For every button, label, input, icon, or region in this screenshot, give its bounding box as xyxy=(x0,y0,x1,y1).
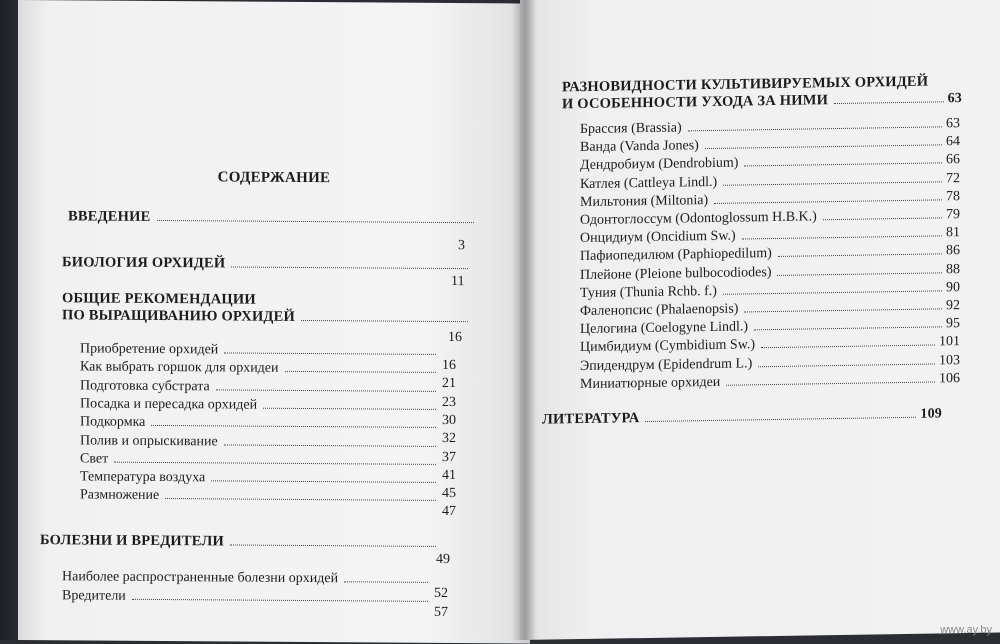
page-number: 37 xyxy=(442,449,456,465)
section-diseases-page: 49 xyxy=(436,551,450,568)
toc-entry xyxy=(80,450,440,470)
section-recommendations-page: 16 xyxy=(448,330,462,346)
toc-title: СОДЕРЖАНИЕ xyxy=(217,169,331,187)
leader-dots xyxy=(723,290,942,294)
entry-title: Дендробиум (Dendrobium) xyxy=(580,155,739,174)
page-number: 86 xyxy=(946,243,960,259)
toc-entry xyxy=(80,359,440,379)
section-recommendations xyxy=(62,290,472,327)
entry-title: Размножение xyxy=(80,487,160,504)
toc-entry xyxy=(80,414,440,434)
page-number: 57 xyxy=(434,604,448,621)
entry-title: Наиболее распространенные болезни орхидей xyxy=(62,569,339,587)
section-title-line-1: ОБЩИЕ РЕКОМЕНДАЦИИ xyxy=(62,290,256,308)
watermark: www.ay.by xyxy=(940,624,992,636)
page-number: 103 xyxy=(939,352,960,369)
toc-entry xyxy=(80,395,440,415)
leader-dots xyxy=(114,461,436,464)
page-number: 106 xyxy=(939,370,960,387)
toc-entry xyxy=(80,340,440,360)
page-number: 79 xyxy=(946,207,960,223)
toc-entry xyxy=(62,587,432,607)
entry-title: Фаленопсис (Phalaenopsis) xyxy=(580,301,739,320)
entry-title: Туния (Thunia Rchb. f.) xyxy=(580,283,717,301)
book-spine xyxy=(512,0,536,640)
page-number: 16 xyxy=(442,357,456,374)
leader-dots xyxy=(285,371,436,373)
leader-dots xyxy=(714,199,942,204)
section-diseases xyxy=(40,532,440,552)
entry-title: Посадка и пересадка орхидей xyxy=(80,396,258,413)
page-number: 101 xyxy=(939,334,960,350)
entry-title: Пафиопедилюм (Paphiopedilum) xyxy=(580,246,772,265)
toc-entry xyxy=(80,377,440,397)
entry-title: Онцидиум (Oncidium Sw.) xyxy=(580,228,736,247)
section-literature xyxy=(542,405,942,428)
leader-dots xyxy=(231,266,468,269)
leader-dots xyxy=(165,498,436,501)
page-number: 63 xyxy=(946,116,960,132)
toc-entry xyxy=(62,568,432,588)
entry-title: Миниатюрные орхидеи xyxy=(580,374,721,392)
right-page xyxy=(520,0,1000,640)
leader-dots xyxy=(344,581,428,583)
entry-title: Плейоне (Pleione bulbocodiodes) xyxy=(580,264,772,283)
page-number: 81 xyxy=(946,225,960,241)
page-number: 32 xyxy=(442,431,456,447)
leader-dots xyxy=(744,308,942,312)
section-biology xyxy=(62,254,472,274)
leader-dots xyxy=(224,444,436,446)
entry-title: Приобретение орхидей xyxy=(80,341,219,358)
leader-dots xyxy=(761,345,935,349)
section-varieties xyxy=(562,73,962,113)
section-intro xyxy=(68,208,478,228)
section-title-line-1: РАЗНОВИДНОСТИ КУЛЬТИВИРУЕМЫХ ОРХИДЕЙ xyxy=(562,73,929,96)
leader-dots xyxy=(151,425,436,428)
leader-dots xyxy=(688,126,942,131)
section-title: ЛИТЕРАТУРА xyxy=(542,410,640,428)
page-number: 63 xyxy=(947,91,962,107)
entry-title: Мильтония (Miltonia) xyxy=(580,192,709,210)
leader-dots xyxy=(726,381,935,385)
page-number: 90 xyxy=(946,279,960,296)
leader-dots xyxy=(211,480,436,483)
page-number: 21 xyxy=(442,376,456,392)
toc-entry xyxy=(80,432,440,452)
page-number: 64 xyxy=(946,134,960,150)
entry-title: Ванда (Vanda Jones) xyxy=(580,138,699,156)
leader-dots xyxy=(705,145,942,150)
entry-title: Подкормка xyxy=(80,414,146,431)
page-number: 52 xyxy=(434,585,448,602)
leader-dots xyxy=(723,181,942,185)
section-title: ВВЕДЕНИЕ xyxy=(68,208,151,225)
entry-title: Вредители xyxy=(62,588,126,604)
leader-dots xyxy=(742,236,942,240)
entry-title: Цимбидиум (Cymbidium Sw.) xyxy=(580,337,756,356)
section-title-line-2: И ОСОБЕННОСТИ УХОДА ЗА НИМИ xyxy=(562,92,829,113)
leader-dots xyxy=(263,408,436,410)
leader-dots xyxy=(758,363,935,367)
leader-dots xyxy=(834,101,943,104)
section-title: БИОЛОГИЯ ОРХИДЕЙ xyxy=(62,254,226,272)
page-number: 30 xyxy=(442,412,456,428)
leader-dots xyxy=(216,389,436,392)
page-number: 66 xyxy=(946,152,960,168)
leader-dots xyxy=(645,417,916,422)
entry-title: Эпидендрум (Epidendrum L.) xyxy=(580,355,753,374)
page-number: 78 xyxy=(946,188,960,205)
entry-title: Подготовка субстрата xyxy=(80,378,210,394)
entry-title: Температура воздуха xyxy=(80,469,206,486)
leader-dots xyxy=(777,272,942,276)
section-intro-page: 3 xyxy=(458,238,465,254)
entry-title: Свет xyxy=(80,451,109,467)
entry-title: Катлея (Cattleya Lindl.) xyxy=(580,174,718,192)
entry-title: Полив и опрыскивание xyxy=(80,432,218,449)
leader-dots xyxy=(132,599,428,602)
leader-dots xyxy=(754,327,942,331)
page-number: 47 xyxy=(442,504,456,520)
page-number: 72 xyxy=(946,170,960,186)
leader-dots xyxy=(224,352,436,354)
entry-title: Как выбрать горшок для орхидеи xyxy=(80,359,279,377)
entry-title: Одонтоглоссум (Odontoglossum H.B.K.) xyxy=(580,209,817,229)
page-number: 23 xyxy=(442,394,456,410)
leader-dots xyxy=(230,544,436,546)
section-title-line-2: ПО ВЫРАЩИВАНИЮ ОРХИДЕЙ xyxy=(62,307,295,325)
section-biology-page: 11 xyxy=(451,274,465,290)
page-number: 41 xyxy=(442,467,456,483)
leader-dots xyxy=(778,254,942,258)
section-title: БОЛЕЗНИ И ВРЕДИТЕЛИ xyxy=(40,532,224,550)
page-number: 109 xyxy=(920,406,942,422)
leader-dots xyxy=(301,320,468,322)
leader-dots xyxy=(744,163,942,167)
page-number: 95 xyxy=(946,316,960,332)
toc-entry xyxy=(80,487,440,507)
entry-title: Целогина (Coelogyne Lindl.) xyxy=(580,319,749,338)
page-number: 92 xyxy=(946,298,960,314)
leader-dots xyxy=(823,217,942,220)
toc-entry xyxy=(80,469,440,489)
page-number: 88 xyxy=(946,261,960,277)
entry-title: Брассия (Brassia) xyxy=(580,120,682,138)
page-number: 45 xyxy=(442,486,456,502)
left-page xyxy=(18,0,530,644)
leader-dots xyxy=(157,220,475,223)
